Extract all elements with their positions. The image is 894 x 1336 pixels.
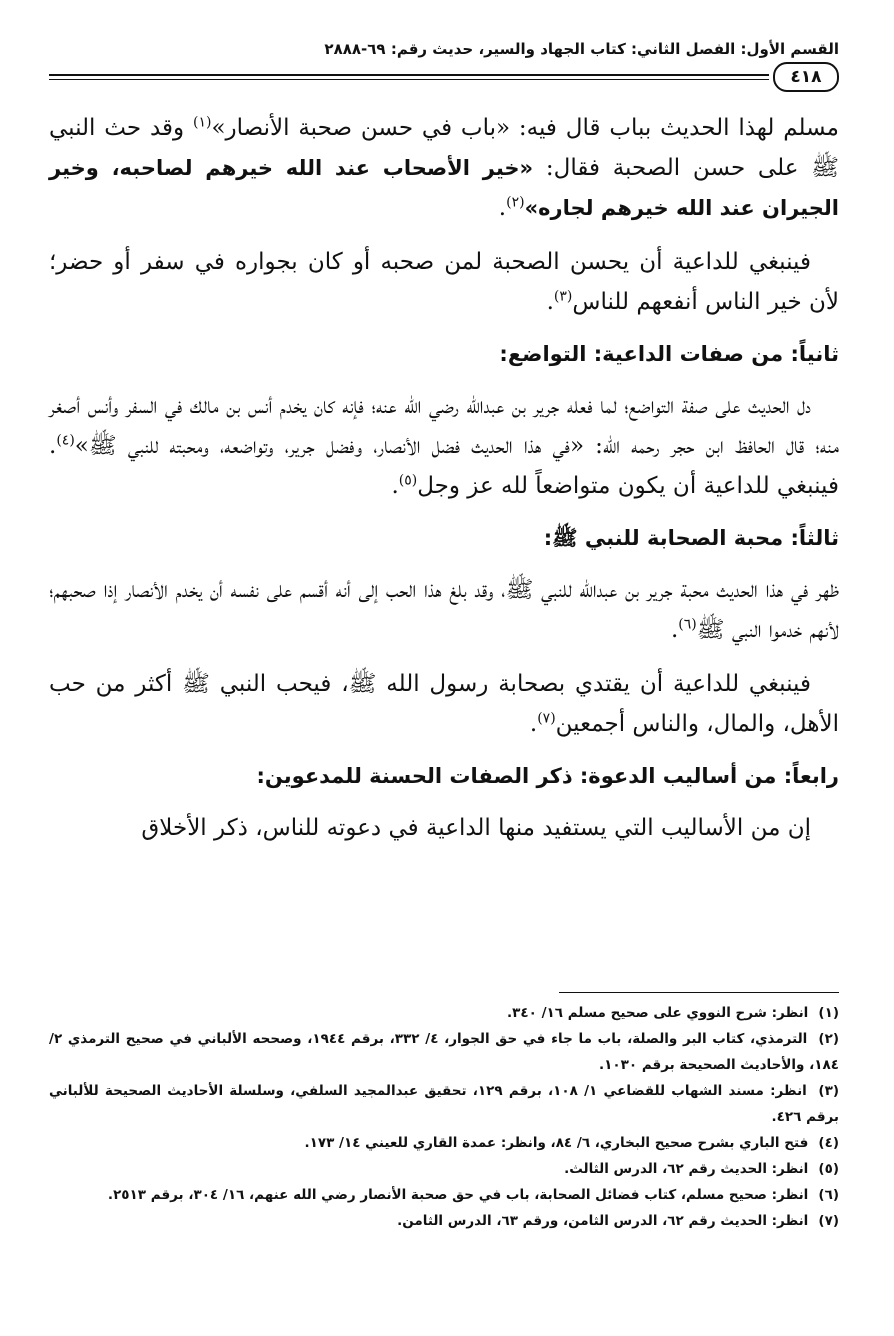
footnote-ref-7[interactable]: (٧) bbox=[537, 710, 556, 727]
running-header: القسم الأول: الفصل الثاني: كتاب الجهاد والسير، حديث رقم: ٦٩-٢٨٨٨ bbox=[324, 40, 839, 58]
text-span: . bbox=[391, 473, 399, 499]
text-span: دل الحديث على صفة التواضع؛ لما فعله جرير بن عبدالله رضي الله عنه؛ فإنه كان يخدم أنس بن مالك في السفر وأنس أصغر منه؛ قال الحافظ ابن حجر رحمه الله: «في هذا الحديث فضل الأنصار، وفضل جرير، وتواضعه، ومحبته للنبي ﷺ» bbox=[49, 393, 839, 459]
header-rule-row bbox=[49, 66, 839, 96]
footnote-1 bbox=[49, 1000, 839, 1026]
footnote-ref-3[interactable]: (٣) bbox=[553, 288, 573, 305]
footnote-3 bbox=[49, 1078, 839, 1130]
footnote-text: انظر: صحيح مسلم، كتاب فضائل الصحابة، باب في حق صحبة الأنصار رضي الله عنهم، ١٦/ ٣٠٤، برقم ٢٥١٣. bbox=[107, 1187, 809, 1203]
header-divider bbox=[49, 74, 769, 80]
paragraph-2 bbox=[49, 242, 839, 322]
footnote-6 bbox=[49, 1182, 839, 1208]
footnote-7 bbox=[49, 1208, 839, 1234]
footnote-number: (٢) bbox=[818, 1031, 839, 1047]
text-span: مسلم لهذا الحديث بباب قال فيه: «باب في حسن صحبة الأنصار» bbox=[211, 115, 839, 141]
hadith-quote: «خير الأصحاب عند الله خيرهم لصاحبه، وخير الجيران عند الله خيرهم لجاره» bbox=[49, 156, 839, 220]
footnote-number: (٥) bbox=[818, 1161, 839, 1177]
footnote-ref-6[interactable]: (٦) bbox=[678, 616, 697, 633]
text-span: وقد حث النبي ﷺ على حسن الصحبة فقال: bbox=[49, 115, 839, 181]
footnote-2 bbox=[49, 1026, 839, 1078]
footnote-ref-1[interactable]: (١) bbox=[192, 114, 212, 131]
footnote-number: (٣) bbox=[818, 1083, 840, 1099]
paragraph-5 bbox=[49, 664, 839, 744]
paragraph-3 bbox=[49, 386, 839, 506]
footnote-text: الترمذي، كتاب البر والصلة، باب ما جاء في حق الجوار، ٤/ ٣٣٢، برقم ١٩٤٤، وصححه الألباني في صحيح الترمذي ٢/ ١٨٤، والأحاديث الصحيحة برقم ١٠٣٠. bbox=[49, 1031, 839, 1073]
page-number: ٤١٨ bbox=[773, 62, 839, 92]
footnote-number: (٧) bbox=[818, 1213, 839, 1229]
footnote-4 bbox=[49, 1130, 839, 1156]
text-span: . فينبغي للداعية أن يكون متواضعاً لله عز وجل bbox=[49, 433, 839, 499]
text-span: . bbox=[498, 195, 507, 221]
section-heading-2: ثانياً: من صفات الداعية: التواضع: bbox=[499, 342, 839, 366]
text-span: إن من الأساليب التي يستفيد منها الداعية في دعوته للناس، ذكر الأخلاق bbox=[141, 815, 811, 841]
footnote-number: (١) bbox=[818, 1005, 839, 1021]
footnote-number: (٤) bbox=[818, 1135, 839, 1151]
paragraph-1 bbox=[49, 108, 839, 228]
paragraph-6 bbox=[49, 808, 839, 848]
main-text bbox=[49, 108, 839, 862]
footnote-ref-4[interactable]: (٤) bbox=[56, 432, 75, 449]
text-span: ظهر في هذا الحديث محبة جرير بن عبدالله للنبي ﷺ، وقد بلغ هذا الحب إلى أنه أقسم على نفسه أن يخدم الأنصار إذا صحبهم؛ لأنهم خدموا النبي ﷺ bbox=[49, 577, 839, 643]
text-span: فينبغي للداعية أن يقتدي بصحابة رسول الله ﷺ، فيحب النبي ﷺ أكثر من حب الأهل، والمال، والناس أجمعين bbox=[49, 671, 839, 737]
section-heading-3: ثالثاً: محبة الصحابة للنبي ﷺ: bbox=[543, 526, 839, 550]
footnote-ref-5[interactable]: (٥) bbox=[398, 472, 418, 489]
footnote-5 bbox=[49, 1156, 839, 1182]
footnote-text: انظر: مسند الشهاب للقضاعي ١/ ١٠٨، برقم ١٢٩، تحقيق عبدالمجيد السلفي، وسلسلة الأحاديث الصحيحة للألباني برقم ٤٢٦. bbox=[49, 1083, 839, 1125]
text-span: فينبغي للداعية أن يحسن الصحبة لمن صحبه أو كان بجواره في سفر أو حضر؛ لأن خير الناس أنفعهم للناس bbox=[49, 249, 839, 315]
footnote-text: انظر: الحديث رقم ٦٢، الدرس الثامن، ورقم ٦٣، الدرس الثامن. bbox=[397, 1213, 809, 1229]
footnote-divider bbox=[559, 992, 839, 993]
footnote-number: (٦) bbox=[818, 1187, 839, 1203]
text-span: . bbox=[670, 617, 679, 643]
paragraph-4 bbox=[49, 570, 839, 650]
text-span: . bbox=[529, 711, 538, 737]
footnotes bbox=[49, 1000, 839, 1234]
text-span: . bbox=[546, 289, 554, 315]
footnote-text: فتح الباري بشرح صحيح البخاري، ٦/ ٨٤، وانظر: عمدة القاري للعيني ١٤/ ١٧٣. bbox=[304, 1135, 809, 1151]
footnote-ref-2[interactable]: (٢) bbox=[506, 194, 525, 211]
footnote-text: انظر: شرح النووي على صحيح مسلم ١٦/ ٣٤٠. bbox=[507, 1005, 809, 1021]
footnote-text: انظر: الحديث رقم ٦٢، الدرس الثالث. bbox=[564, 1161, 809, 1177]
section-heading-4: رابعاً: من أساليب الدعوة: ذكر الصفات الحسنة للمدعوين: bbox=[256, 764, 839, 788]
